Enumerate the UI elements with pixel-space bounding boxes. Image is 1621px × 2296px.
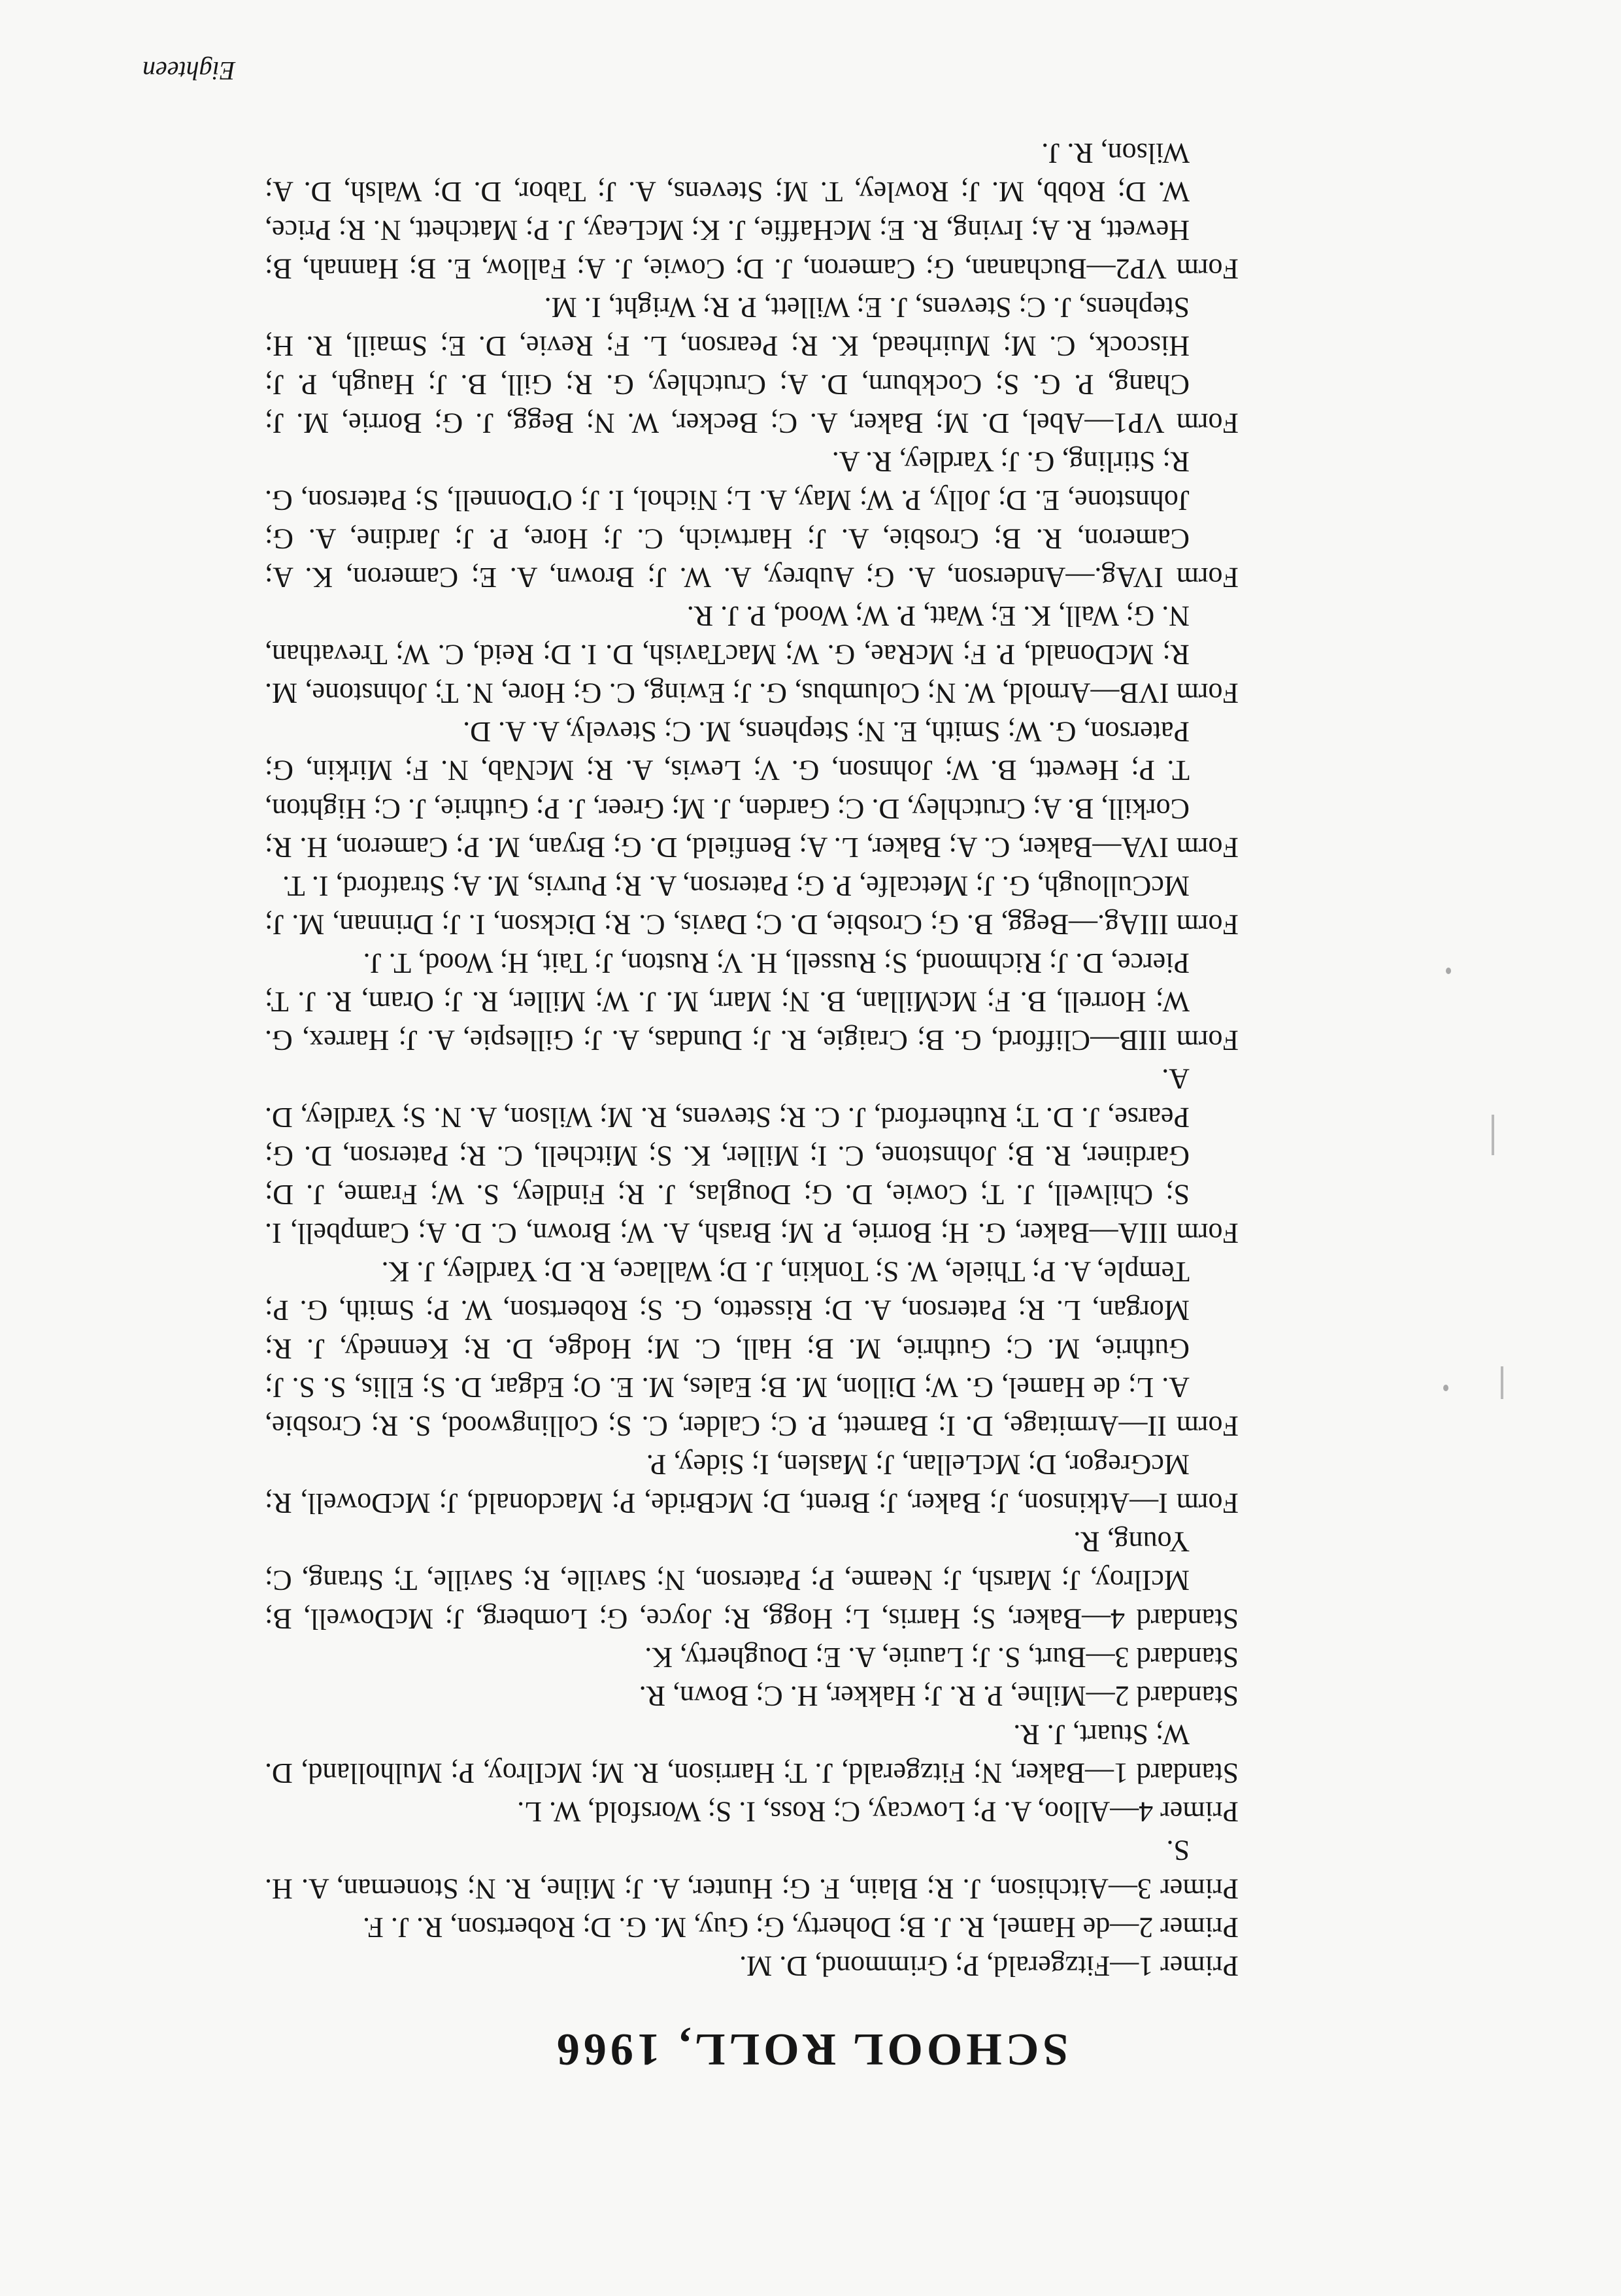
roll-entry-primer-1: Primer 1—Fitzgerald, P; Grimmond, D. M. xyxy=(739,1950,1239,1982)
page-title: SCHOOL ROLL, 1966 xyxy=(552,2024,1069,2074)
roll-entry-form-3ag: Form IIIAg.—Begg, B. G; Crosbie, D. C; Davis, C. R; Dickson, I. J; Drinnan, M. J; McCullough, G. J; Metcalfe, P. G; Paterson, A. R; Purvis, M. A; Stratford, I. T. xyxy=(265,870,1239,941)
roll-entry-standard-3: Standard 3—Burt, S. J; Laurie, A. E; Dougherty, K. xyxy=(644,1642,1239,1674)
roll-entry-standard-2: Standard 2—Milne, P. R. J; Hakker, H. C; Bown, R. xyxy=(639,1680,1239,1712)
school-roll-list xyxy=(265,134,1239,1985)
roll-entry-standard-4: Standard 4—Baker, S; Harris, L; Hogg, R; Joyce, G; Lomberg, J; McDowell, B; McIlroy, J; Marsh, J; Neame, P; Paterson, N; Saville, R; Saville, T; Strang, C; Young, R. xyxy=(265,1526,1239,1635)
roll-entry-form-2: Form II—Armitage, D. I; Barnett, P. C; Calder, C. S; Collingwood, S. R; Crosbie, A. L; de Hamel, G. W; Dillon, M. B; Eales, M. E. O; Edgar, D. S; Ellis, S. S. J; Guthrie, M. C; Guthrie, M. B; Hall, C. M; Hodge, D. R; Kennedy, J. R; Morgan, L. R; Paterson, A. D; Rissetto, G. S; Robertson, W. P; Smith, G. P; Temple, A. P; Thiele, W. S; Tonkin, J. D; Wallace, R. D; Yardley, J. K. xyxy=(265,1256,1239,1442)
roll-entry-form-4b: Form IVB—Arnold, W. N; Columbus, G. J; Ewing, C. G; Hore, N. T; Johnstone, M. R; McDonald, P. F; McRae, G. W; MacTavish, D. I. D; Reid, C. W; Trevathan, N. G; Wall, K. E; Watt, P. W; Wood, P. J. R. xyxy=(265,600,1239,709)
roll-entry-standard-1: Standard 1—Baker, N; Fitzgerald, J. T; Harrison, R. M; McIlroy, P; Mulholland, D. W; Stuart, J. R. xyxy=(265,1719,1239,1789)
roll-entry-form-1: Form I—Atkinson, J; Baker, J; Brent, D; McBride, P; Macdonald, J; McDowell, R; McGregor, D; McLellan, J; Maslen, I; Sidey, P. xyxy=(265,1449,1239,1519)
roll-entry-primer-4: Primer 4—Alloo, A. P; Lowcay, C; Ross, I. S; Worsfold, W. L. xyxy=(517,1796,1239,1828)
roll-entry-form-4ag: Form IVAg.—Anderson, A. G; Aubrey, A. W. J; Brown, A. E; Cameron, K. A; Cameron, R. B; Crosbie, A. J; Hartwich, C. J; Hore, P. J; Jardine, A. G; Johnstone, E. D; Jolly, P. W; May, A. L; Nichol, I. J; O'Donnell, S; Paterson, G. R; Stirling, G. J; Yardley, R. A. xyxy=(265,446,1239,594)
roll-entry-primer-2: Primer 2—de Hamel, R. J. B; Doherty, G; Guy, M. G. D; Robertson, R. J. F. xyxy=(362,1912,1239,1944)
roll-entry-form-3b: Form IIIB—Clifford, G. B; Craigie, R. J; Dundas, A. J; Gillespie, A. J; Harrex, G. W; Horrell, B. F; McMillan, B. N; Marr, M. J. W; Miller, R. J; Oram, R. J. T; Pierce, D. J; Richmond, S; Russell, H. V; Ruston, J; Tait, H; Wood, T. J. xyxy=(265,947,1239,1056)
roll-entry-form-3a: Form IIIA—Baker, G. H; Borrie, P. M; Brash, A. W; Brown, C. D. A; Campbell, I. S; Chilwell, J. T; Cowie, D. G; Douglas, J. R; Findley, S. W; Frame, J. D; Gardiner, R. B; Johnstone, C. I; Miller, K. S; Mitchell, C. R; Paterson, D. G; Pearse, J. D. T; Rutherford, J. C. R; Stevens, R. M; Wilson, A. N. S; Yardley, D. A. xyxy=(265,1063,1239,1249)
roll-entry-form-vp2: Form VP2—Buchanan, G; Cameron, J. D; Cowie, J. A; Fallow, E. B; Hannah, B; Hewett, R. A; Irving, R. E; McHaffie, J. K; McLeay, J. P; Matchett, N. R; Price, W. D; Robb, M. J; Rowley, T. M; Stevens, A. J; Tabor, D. D; Walsh, D. A; Wilson, R. J. xyxy=(265,137,1239,285)
roll-entry-primer-3: Primer 3—Aitchison, J. R; Blain, F. G; Hunter, A. J; Milne, R. N; Stoneman, A. H. S. xyxy=(265,1834,1239,1905)
roll-entry-form-vp1: Form VP1—Abel, D. M; Baker, A. C; Becker, W. N; Begg, J. G; Borrie, M. J; Chang, P. G. S; Cockburn, D. A; Crutchley, G. R; Gill, B. J; Haugh, P. J; Hiscock, C. M; Muirhead, K. R; Pearson, L. F; Revie, D. E; Smaill, R. H; Stephens, J. C; Stevens, J. E; Willett, P. R; Wright, I. M. xyxy=(265,292,1239,439)
roll-entry-form-4a: Form IVA—Baker, C. A; Baker, L. A; Benfield, D. G; Bryan, M. P; Cameron, H. R; Corkill, B. A; Crutchley, D. C; Garden, J. M; Greer, J. P; Guthrie, J. C; Highton, T. P; Hewett, B. W; Johnson, G. V; Lewis, A. R; McNab, N. F; Mirkin, G; Paterson, G. W; Smith, E. N; Stephens, M. C; Stevely, A. A. D. xyxy=(265,716,1239,864)
page-number: Eighteen xyxy=(142,56,236,86)
